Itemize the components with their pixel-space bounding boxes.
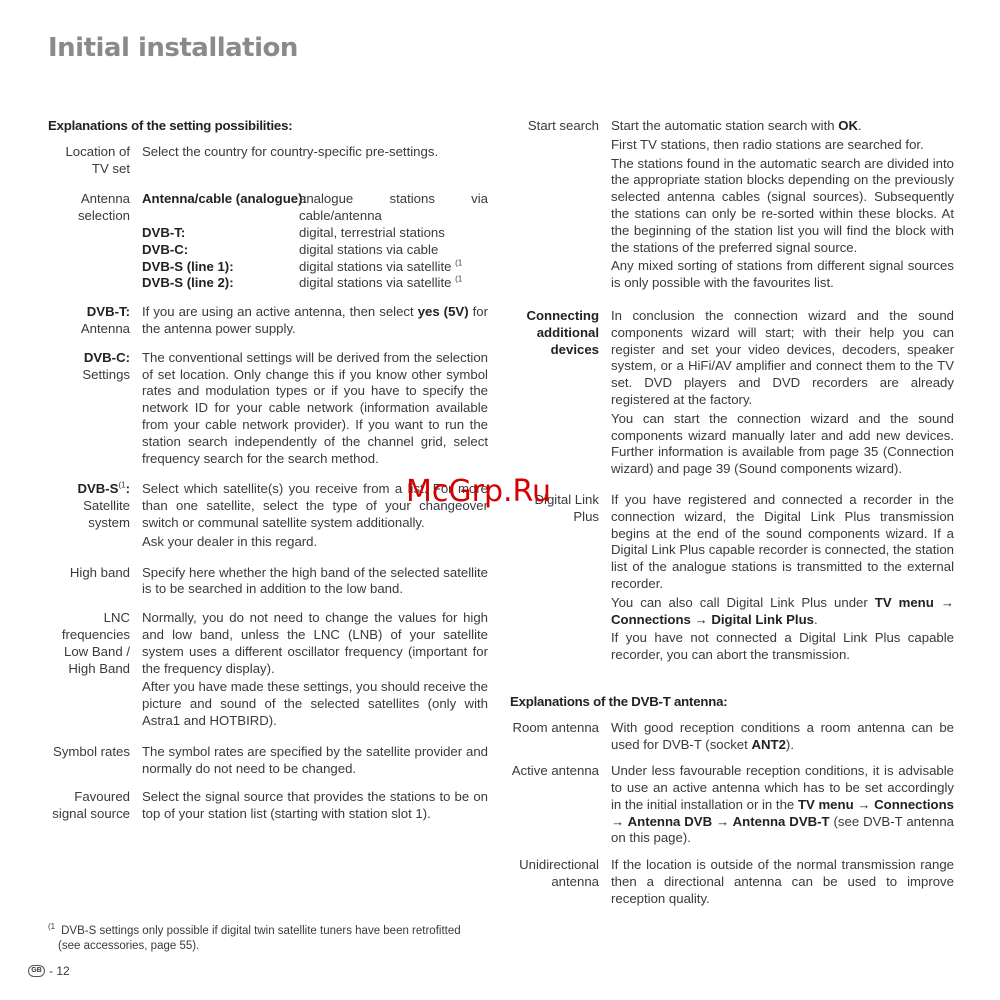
entry-text — [142, 304, 488, 338]
antenna-key: DVB-S (line 2): — [142, 275, 234, 291]
footnote-mark: (1 — [455, 258, 463, 268]
entry-label — [48, 350, 142, 468]
entry-label-bold: DVB-S — [77, 481, 119, 497]
right-column — [510, 118, 954, 918]
paragraph: You can start the connection wizard and the sound components wizard manually later and add new devices. Further information is available from page 35 (Connection wizard) and page 39 (Sound components wizard). — [611, 410, 954, 477]
entry-text: The symbol rates are specified by the satellite provider and normally do not need to be changed. — [142, 743, 488, 776]
antenna-key: DVB-C: — [142, 241, 189, 257]
entry-label: Digital Link Plus — [534, 491, 599, 524]
text-part: With good reception conditions a room antenna can be used for DVB-T (socket — [611, 719, 954, 752]
paragraph: Normally, you do not need to change the values for high and low band, unless the LNC (LNB) of your satellite system uses a different oscillator frequency (important for the frequency display). — [142, 610, 488, 676]
antenna-value-text: digital stations via satellite — [299, 275, 452, 291]
entry-lnc-frequencies — [48, 610, 488, 732]
text-part: Start the automatic station search with — [611, 118, 839, 133]
antenna-value-text: digital stations via satellite — [299, 258, 452, 274]
antenna-value: analogue stations via cable/antenna — [299, 191, 488, 224]
entry-high-band — [48, 565, 488, 599]
text-part: Under less favourable reception conditions, it is advisable to use an active antenna which has to be set accordingly in the initial installation or in the — [611, 763, 954, 812]
entry-label: Start search — [527, 118, 599, 133]
text-part: If you are using an active antenna, then select — [142, 304, 418, 320]
text-part: (see DVB-T antenna on this page). — [611, 813, 954, 846]
entry-label — [48, 481, 142, 552]
footnote-mark: (1 — [118, 480, 126, 490]
settings-heading: Explanations of the setting possibilities: — [48, 118, 293, 133]
menu-path: TV menu → Connections → Antenna DVB → Antenna DVB-T — [611, 796, 954, 829]
entry-text — [611, 763, 954, 847]
page-number-text: - 12 — [49, 964, 70, 978]
footnote — [48, 924, 488, 954]
entry-text: If the location is outside of the normal transmission range then a directional antenna can be used to improve reception quality. — [611, 857, 954, 906]
entry-start-search — [510, 118, 954, 294]
antenna-value — [299, 259, 488, 276]
paragraph: If you have registered and connected a recorder in the connection wizard, the Digital Link Plus transmission begins at the end of the sound components wizard. If a Digital Link Plus capable recorder is connected, the station list of the analogue stations is transmitted to the external recorder. — [611, 491, 954, 591]
entry-room-antenna — [510, 720, 954, 754]
footnote-text: (see accessories, page 55). — [58, 940, 200, 952]
entry-label: LNC frequencies Low Band / High Band — [61, 610, 130, 676]
paragraph: First TV stations, then radio stations are searched for. — [611, 136, 924, 152]
entry-dvbt-antenna — [48, 304, 488, 338]
entry-symbol-rates — [48, 744, 488, 778]
entry-location — [48, 144, 488, 178]
footnote-text: DVB-S settings only possible if digital twin satellite tuners have been retrofitted — [61, 925, 461, 937]
antenna-value: digital, terrestrial stations — [299, 224, 445, 240]
paragraph — [611, 118, 954, 135]
entry-label: Unidirectional antenna — [519, 857, 599, 890]
text-part: . — [858, 118, 862, 133]
footnote-mark: (1 — [455, 274, 463, 284]
paragraph: Ask your dealer in this regard. — [142, 533, 318, 549]
entry-label: Room antenna — [512, 719, 599, 735]
antenna-key: DVB-S (line 1): — [142, 258, 234, 274]
entry-label-bold: DVB-T: — [86, 304, 130, 320]
entry-label: Active antenna — [511, 763, 599, 779]
entry-favoured-signal-source — [48, 789, 488, 823]
paragraph: Any mixed sorting of stations from different signal sources is only possible with the favourites list. — [611, 258, 954, 291]
entry-label-bold: DVB-C: — [83, 349, 130, 365]
antenna-grid — [142, 191, 488, 292]
entry-text — [611, 118, 954, 294]
entry-label-bold: Connecting additional devices — [526, 307, 599, 357]
entry-antenna-selection — [48, 191, 488, 292]
entry-active-antenna — [510, 763, 954, 847]
entry-text — [611, 720, 954, 754]
entry-dvbc-settings — [48, 350, 488, 468]
paragraph: The stations found in the automatic search are divided into the appropriate station blocks depending on the previously selected antenna cables (signal sources). Subsequently the stations can only be re-sorted within these blocks. At the beginning of the station list you will find the block with the stations of the preferred signal source. — [611, 155, 954, 255]
language-badge-icon: GB — [28, 965, 45, 977]
text-part: ). — [785, 736, 794, 752]
antenna-value: digital stations via cable — [299, 241, 439, 257]
page-title: Initial installation — [48, 33, 298, 63]
entry-label: Symbol rates — [53, 743, 130, 759]
entry-label-text: Antenna — [80, 320, 130, 336]
entry-text: Specify here whether the high band of the selected satellite is to be searched in addition to the low band. — [142, 564, 488, 597]
entry-text — [611, 492, 954, 666]
entry-label: Location of TV set — [65, 143, 130, 176]
antenna-value — [299, 275, 488, 292]
paragraph: In conclusion the connection wizard and the sound components wizard will start; with their help you can register and set your video devices, decoders, speaker system, or a HiFi/AV amplifier and connect them to the TV set. DVD players and DVD recorders are already registered at the factory. — [611, 307, 954, 407]
entry-label: Favoured signal source — [52, 789, 130, 822]
page-number — [28, 963, 70, 980]
ok-key: OK — [838, 118, 859, 133]
entry-unidirectional-antenna — [510, 857, 954, 907]
paragraph: If you have not connected a Digital Link Plus capable recorder, you can abort the transmission. — [611, 630, 954, 663]
entry-text: The conventional settings will be derived from the selection of set location. Only change this if you know other symbol rates and modulation types or if you have to specify the network ID for your cable network (information available from your cable network provider). If you want to run the station search independently of the channel grid, select frequency search for the search method. — [142, 349, 488, 466]
entry-label-text: Satellite system — [83, 498, 130, 530]
page-number-value: 12 — [56, 964, 70, 978]
paragraph: After you have made these settings, you should receive the picture and sound of the selected satellites (only with Astra1 and HOTBIRD). — [142, 679, 489, 728]
entry-label: Antenna selection — [77, 191, 130, 224]
paragraph — [611, 595, 954, 629]
entry-label: High band — [69, 564, 130, 580]
text-part: . — [813, 611, 818, 627]
watermark-logo: McGrp.Ru — [406, 474, 552, 509]
socket-name: ANT2 — [751, 736, 786, 752]
entry-text — [611, 308, 954, 480]
dvbt-antenna-heading: Explanations of the DVB-T antenna: — [510, 693, 728, 709]
entry-text — [142, 610, 488, 732]
antenna-key: Antenna/cable (analogue): — [142, 191, 307, 207]
entry-text: Select the country for country-specific pre-settings. — [142, 143, 439, 159]
menu-path: TV menu → Connections → Digital Link Plus — [611, 594, 954, 627]
entry-label-text: Settings — [82, 366, 130, 382]
entry-digital-link-plus — [510, 492, 954, 666]
entry-label — [48, 304, 142, 338]
antenna-key: DVB-T: — [142, 224, 186, 240]
antenna-selection-table — [142, 191, 488, 292]
footnote-mark: (1 — [48, 922, 56, 932]
text-bold: yes (5V) — [417, 304, 469, 320]
text-part: for the antenna power supply. — [142, 304, 488, 336]
entry-label-colon: : — [125, 481, 130, 497]
entry-label — [510, 308, 611, 480]
text-part: You can also call Digital Link Plus under — [611, 594, 875, 610]
paragraph: Select which satellite(s) you receive from a list. For more than one satellite, select the type of your changeover switch or communal satellite system additionally. — [142, 481, 488, 530]
entry-text: Select the signal source that provides the stations to be on top of your station list (starting with station slot 1). — [142, 789, 488, 822]
entry-connecting-devices — [510, 308, 954, 480]
